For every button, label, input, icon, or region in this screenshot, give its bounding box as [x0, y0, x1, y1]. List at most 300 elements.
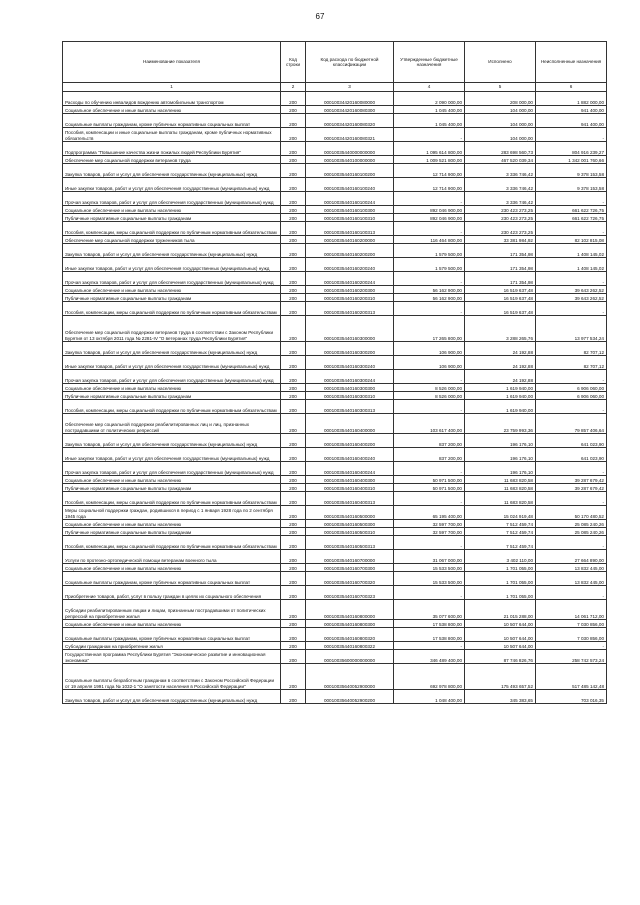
- unexecuted-amount-cell: 82 707,12: [536, 356, 607, 370]
- budget-execution-table: [62, 41, 607, 704]
- unexecuted-amount-cell: -: [536, 462, 607, 476]
- line-code-cell: 200: [281, 342, 306, 356]
- indicator-name-cell: Пособия, компенсации, меры социальной поддержки по публичным нормативным обязательствам: [63, 302, 281, 316]
- approved-amount-cell: 1 009 521 800,00: [394, 156, 465, 164]
- unexecuted-amount-cell: 39 643 262,52: [536, 286, 607, 294]
- unexecuted-amount-cell: -: [536, 272, 607, 286]
- line-code-cell: 200: [281, 462, 306, 476]
- indicator-name-cell: Социальное обеспечение и иные выплаты населению: [63, 206, 281, 214]
- budget-code-cell: 00010035440160800300: [306, 620, 394, 628]
- executed-amount-cell: 230 423 273,25: [465, 214, 536, 222]
- budget-code-cell: 00010035440160200300: [306, 286, 394, 294]
- budget-code-cell: 00010035440160400240: [306, 448, 394, 462]
- table-row: [63, 628, 607, 642]
- indicator-name-cell: Закупка товаров, работ и услуг для обеспечения государственных (муниципальных) нужд: [63, 690, 281, 704]
- indicator-name-cell: Субсидии реабилитированным лицам и лицам, признанным пострадавшими от политических репрессий на приобретение жилья: [63, 600, 281, 620]
- approved-amount-cell: 32 597 700,00: [394, 528, 465, 536]
- budget-code-cell: 00010035440160200000: [306, 236, 394, 244]
- indicator-name-cell: Подпрограмма "Повышение качества жизни пожилых людей Республики Бурятия": [63, 142, 281, 156]
- line-code-cell: 200: [281, 448, 306, 462]
- line-code-cell: 200: [281, 550, 306, 564]
- approved-amount-cell: -: [394, 492, 465, 506]
- executed-amount-cell: 10 507 644,00: [465, 620, 536, 628]
- unexecuted-amount-cell: 9 378 153,58: [536, 164, 607, 178]
- budget-code-cell: 00010034420160080300: [306, 106, 394, 114]
- budget-code-cell: 00010035440160200240: [306, 258, 394, 272]
- budget-code-cell: 00010035440160500000: [306, 506, 394, 520]
- unexecuted-amount-cell: 39 287 679,42: [536, 476, 607, 484]
- line-code-cell: 200: [281, 294, 306, 302]
- line-code-cell: 200: [281, 476, 306, 484]
- table-row: [63, 128, 607, 142]
- unexecuted-amount-cell: 517 485 142,48: [536, 664, 607, 690]
- approved-amount-cell: 837 200,00: [394, 434, 465, 448]
- header-indicator-name: Наименование показателя: [63, 42, 281, 83]
- table-row: [63, 192, 607, 206]
- unexecuted-amount-cell: 27 664 890,00: [536, 550, 607, 564]
- line-code-cell: 200: [281, 142, 306, 156]
- column-number: 5: [465, 83, 536, 92]
- unexecuted-amount-cell: -: [536, 642, 607, 650]
- executed-amount-cell: 16 519 637,48: [465, 294, 536, 302]
- column-number-row: [63, 83, 607, 92]
- approved-amount-cell: 1 045 400,00: [394, 106, 465, 114]
- unexecuted-amount-cell: 25 085 240,26: [536, 528, 607, 536]
- budget-code-cell: 00010035440160300240: [306, 356, 394, 370]
- executed-amount-cell: 171 354,98: [465, 258, 536, 272]
- indicator-name-cell: Иные закупки товаров, работ и услуг для обеспечения государственных (муниципальных) нужд: [63, 448, 281, 462]
- approved-amount-cell: 17 538 800,00: [394, 628, 465, 642]
- line-code-cell: 200: [281, 414, 306, 434]
- executed-amount-cell: 23 759 993,36: [465, 414, 536, 434]
- approved-amount-cell: 692 978 800,00: [394, 664, 465, 690]
- line-code-cell: 200: [281, 620, 306, 628]
- line-code-cell: 200: [281, 106, 306, 114]
- table-row: [63, 236, 607, 244]
- approved-amount-cell: 8 526 000,00: [394, 392, 465, 400]
- budget-code-cell: 00010035440160300000: [306, 316, 394, 342]
- executed-amount-cell: 3 336 746,42: [465, 178, 536, 192]
- unexecuted-amount-cell: 82 102 815,08: [536, 236, 607, 244]
- unexecuted-amount-cell: 14 061 712,00: [536, 600, 607, 620]
- line-code-cell: 200: [281, 492, 306, 506]
- unexecuted-amount-cell: -: [536, 192, 607, 206]
- table-row: [63, 536, 607, 550]
- budget-code-cell: 00010035640052900000: [306, 664, 394, 690]
- table-row: [63, 650, 607, 664]
- executed-amount-cell: 1 701 055,00: [465, 586, 536, 600]
- unexecuted-amount-cell: 6 906 060,00: [536, 392, 607, 400]
- budget-code-cell: 00010035440160300310: [306, 392, 394, 400]
- line-code-cell: 200: [281, 258, 306, 272]
- line-code-cell: 200: [281, 600, 306, 620]
- line-code-cell: 200: [281, 128, 306, 142]
- budget-code-cell: 00010035440160500300: [306, 520, 394, 528]
- table-row: [63, 400, 607, 414]
- table-body: [63, 92, 607, 704]
- table-row: [63, 528, 607, 536]
- table-row: [63, 448, 607, 462]
- indicator-name-cell: Закупка товаров, работ и услуг для обеспечения государственных (муниципальных) нужд: [63, 244, 281, 258]
- unexecuted-amount-cell: 661 622 726,75: [536, 206, 607, 214]
- executed-amount-cell: 33 381 984,92: [465, 236, 536, 244]
- indicator-name-cell: Публичные нормативные социальные выплаты гражданам: [63, 294, 281, 302]
- table-row: [63, 586, 607, 600]
- approved-amount-cell: 892 046 900,00: [394, 206, 465, 214]
- table-row: [63, 484, 607, 492]
- budget-code-cell: 00010035600000000000: [306, 650, 394, 664]
- unexecuted-amount-cell: -: [536, 586, 607, 600]
- executed-amount-cell: 208 000,00: [465, 92, 536, 106]
- header-executed: Исполнено: [465, 42, 536, 83]
- unexecuted-amount-cell: 6 906 060,00: [536, 384, 607, 392]
- indicator-name-cell: Закупка товаров, работ и услуг для обеспечения государственных (муниципальных) нужд: [63, 342, 281, 356]
- executed-amount-cell: 1 619 940,00: [465, 392, 536, 400]
- unexecuted-amount-cell: 641 023,90: [536, 434, 607, 448]
- column-number: 3: [306, 83, 394, 92]
- line-code-cell: 200: [281, 400, 306, 414]
- approved-amount-cell: -: [394, 462, 465, 476]
- indicator-name-cell: Обеспечение мер социальной поддержки реабилитированных лиц и лиц, признанных пострадавшими от политических репрессий: [63, 414, 281, 434]
- table-row: [63, 302, 607, 316]
- indicator-name-cell: Пособия, компенсации, меры социальной поддержки по публичным нормативным обязательствам: [63, 492, 281, 506]
- table-row: [63, 244, 607, 258]
- approved-amount-cell: 17 265 800,00: [394, 316, 465, 342]
- table-row: [63, 642, 607, 650]
- line-code-cell: 200: [281, 506, 306, 520]
- budget-code-cell: 00010035440160200200: [306, 244, 394, 258]
- unexecuted-amount-cell: 1 408 145,02: [536, 244, 607, 258]
- line-code-cell: 200: [281, 484, 306, 492]
- approved-amount-cell: 50 971 500,00: [394, 476, 465, 484]
- approved-amount-cell: 31 067 000,00: [394, 550, 465, 564]
- line-code-cell: 200: [281, 244, 306, 258]
- budget-code-cell: 00010035440160400310: [306, 484, 394, 492]
- approved-amount-cell: 1 045 400,00: [394, 114, 465, 128]
- unexecuted-amount-cell: 7 030 856,00: [536, 620, 607, 628]
- approved-amount-cell: 50 971 500,00: [394, 484, 465, 492]
- table-row: [63, 384, 607, 392]
- table-row: [63, 106, 607, 114]
- unexecuted-amount-cell: 1 882 000,00: [536, 92, 607, 106]
- table-row: [63, 520, 607, 528]
- approved-amount-cell: 1 095 614 800,00: [394, 142, 465, 156]
- executed-amount-cell: 11 683 820,58: [465, 476, 536, 484]
- budget-code-cell: 00010035440160200244: [306, 272, 394, 286]
- indicator-name-cell: Публичные нормативные социальные выплаты гражданам: [63, 484, 281, 492]
- indicator-name-cell: Прочая закупка товаров, работ и услуг для обеспечения государственных (муниципальных) нужд: [63, 192, 281, 206]
- column-number: 1: [63, 83, 281, 92]
- approved-amount-cell: 837 200,00: [394, 448, 465, 462]
- executed-amount-cell: 24 192,88: [465, 356, 536, 370]
- executed-amount-cell: 11 683 820,58: [465, 484, 536, 492]
- executed-amount-cell: 283 698 560,73: [465, 142, 536, 156]
- budget-code-cell: 00010035440160300244: [306, 370, 394, 384]
- unexecuted-amount-cell: 804 916 239,27: [536, 142, 607, 156]
- line-code-cell: 200: [281, 536, 306, 550]
- table-row: [63, 492, 607, 506]
- executed-amount-cell: 230 423 273,25: [465, 222, 536, 236]
- budget-code-cell: 00010035440160100200: [306, 164, 394, 178]
- approved-amount-cell: -: [394, 222, 465, 236]
- executed-amount-cell: 3 402 110,00: [465, 550, 536, 564]
- table-row: [63, 356, 607, 370]
- unexecuted-amount-cell: 13 977 534,24: [536, 316, 607, 342]
- executed-amount-cell: 1 619 940,00: [465, 400, 536, 414]
- executed-amount-cell: 1 701 055,00: [465, 564, 536, 572]
- indicator-name-cell: Иные закупки товаров, работ и услуг для обеспечения государственных (муниципальных) нужд: [63, 258, 281, 272]
- budget-code-cell: 00010035440160300200: [306, 342, 394, 356]
- line-code-cell: 200: [281, 572, 306, 586]
- approved-amount-cell: 15 533 500,00: [394, 572, 465, 586]
- budget-code-cell: 00010035440160800320: [306, 628, 394, 642]
- executed-amount-cell: 196 176,10: [465, 448, 536, 462]
- unexecuted-amount-cell: 82 707,12: [536, 342, 607, 356]
- unexecuted-amount-cell: 9 378 153,58: [536, 178, 607, 192]
- table-row: [63, 414, 607, 434]
- table-row: [63, 564, 607, 572]
- indicator-name-cell: Обеспечение мер социальной поддержки труженников тыла: [63, 236, 281, 244]
- line-code-cell: 200: [281, 272, 306, 286]
- approved-amount-cell: 2 090 000,00: [394, 92, 465, 106]
- executed-amount-cell: 345 383,65: [465, 690, 536, 704]
- line-code-cell: 200: [281, 206, 306, 214]
- table-row: [63, 164, 607, 178]
- executed-amount-cell: 10 507 644,00: [465, 642, 536, 650]
- indicator-name-cell: Иные закупки товаров, работ и услуг для обеспечения государственных (муниципальных) нужд: [63, 178, 281, 192]
- indicator-name-cell: Закупка товаров, работ и услуг для обеспечения государственных (муниципальных) нужд: [63, 164, 281, 178]
- line-code-cell: 200: [281, 192, 306, 206]
- budget-code-cell: 00010035440160800322: [306, 642, 394, 650]
- header-budget-code: Код расхода по бюджетной классификации: [306, 42, 394, 83]
- indicator-name-cell: Расходы по обучению инвалидов вождению автомобильным транспортом: [63, 92, 281, 106]
- executed-amount-cell: 15 024 919,48: [465, 506, 536, 520]
- executed-amount-cell: 104 000,00: [465, 128, 536, 142]
- line-code-cell: 200: [281, 236, 306, 244]
- indicator-name-cell: Пособия, компенсации, меры социальной поддержки по публичным нормативным обязательствам: [63, 400, 281, 414]
- executed-amount-cell: 11 683 820,58: [465, 492, 536, 506]
- line-code-cell: 200: [281, 214, 306, 222]
- line-code-cell: 200: [281, 370, 306, 384]
- unexecuted-amount-cell: 7 030 856,00: [536, 628, 607, 642]
- budget-code-cell: 00010034420160080321: [306, 128, 394, 142]
- approved-amount-cell: 12 714 900,00: [394, 178, 465, 192]
- indicator-name-cell: Социальные выплаты гражданам, кроме публичных нормативных социальных выплат: [63, 628, 281, 642]
- indicator-name-cell: Прочая закупка товаров, работ и услуг для обеспечения государственных (муниципальных) нужд: [63, 272, 281, 286]
- line-code-cell: 200: [281, 114, 306, 128]
- table-row: [63, 664, 607, 690]
- line-code-cell: 200: [281, 392, 306, 400]
- table-row: [63, 156, 607, 164]
- approved-amount-cell: -: [394, 642, 465, 650]
- table-row: [63, 434, 607, 448]
- line-code-cell: 200: [281, 356, 306, 370]
- budget-code-cell: 00010034420160080320: [306, 114, 394, 128]
- approved-amount-cell: 106 900,00: [394, 342, 465, 356]
- unexecuted-amount-cell: 13 832 445,00: [536, 572, 607, 586]
- executed-amount-cell: 230 423 273,25: [465, 206, 536, 214]
- table-row: [63, 222, 607, 236]
- unexecuted-amount-cell: 39 287 679,42: [536, 484, 607, 492]
- executed-amount-cell: 10 507 644,00: [465, 628, 536, 642]
- executed-amount-cell: 16 519 637,48: [465, 302, 536, 316]
- executed-amount-cell: 467 520 039,34: [465, 156, 536, 164]
- indicator-name-cell: Прочая закупка товаров, работ и услуг для обеспечения государственных (муниципальных) нужд: [63, 370, 281, 384]
- budget-code-cell: 00010035440160700320: [306, 572, 394, 586]
- header-line-code: Код строки: [281, 42, 306, 83]
- budget-code-cell: 00010035440160200310: [306, 294, 394, 302]
- line-code-cell: 200: [281, 156, 306, 164]
- indicator-name-cell: Социальное обеспечение и иные выплаты населению: [63, 620, 281, 628]
- indicator-name-cell: Закупка товаров, работ и услуг для обеспечения государственных (муниципальных) нужд: [63, 434, 281, 448]
- table-row: [63, 142, 607, 156]
- budget-code-cell: 00010035440160400313: [306, 492, 394, 506]
- indicator-name-cell: Социальное обеспечение и иные выплаты населению: [63, 384, 281, 392]
- budget-code-cell: 00010035440160100313: [306, 222, 394, 236]
- approved-amount-cell: -: [394, 536, 465, 550]
- table-row: [63, 620, 607, 628]
- line-code-cell: 200: [281, 434, 306, 448]
- budget-code-cell: 00010035440160700323: [306, 586, 394, 600]
- indicator-name-cell: Социальные выплаты безработным гражданам в соответствии с Законом Российской Федерации от 19 апреля 1991 года № 1032-1 "О занятости населения в Российской Федерации": [63, 664, 281, 690]
- table-row: [63, 178, 607, 192]
- line-code-cell: 200: [281, 528, 306, 536]
- line-code-cell: 200: [281, 520, 306, 528]
- executed-amount-cell: 104 000,00: [465, 114, 536, 128]
- line-code-cell: 200: [281, 586, 306, 600]
- approved-amount-cell: -: [394, 400, 465, 414]
- header-approved: Утвержденные бюджетные назначения: [394, 42, 465, 83]
- indicator-name-cell: Прочая закупка товаров, работ и услуг для обеспечения государственных (муниципальных) нужд: [63, 462, 281, 476]
- page-number: 67: [315, 12, 325, 21]
- approved-amount-cell: -: [394, 128, 465, 142]
- unexecuted-amount-cell: -: [536, 302, 607, 316]
- approved-amount-cell: 892 046 900,00: [394, 214, 465, 222]
- unexecuted-amount-cell: 13 832 445,00: [536, 564, 607, 572]
- unexecuted-amount-cell: 39 643 262,52: [536, 294, 607, 302]
- unexecuted-amount-cell: 661 622 726,75: [536, 214, 607, 222]
- table-row: [63, 286, 607, 294]
- line-code-cell: 200: [281, 316, 306, 342]
- indicator-name-cell: Пособия, компенсации, меры социальной поддержки по публичным нормативным обязательствам: [63, 536, 281, 550]
- unexecuted-amount-cell: 258 742 573,24: [536, 650, 607, 664]
- line-code-cell: 200: [281, 178, 306, 192]
- indicator-name-cell: Социальное обеспечение и иные выплаты населению: [63, 564, 281, 572]
- line-code-cell: 200: [281, 690, 306, 704]
- executed-amount-cell: 7 512 459,74: [465, 536, 536, 550]
- executed-amount-cell: 7 512 459,74: [465, 528, 536, 536]
- line-code-cell: 200: [281, 628, 306, 642]
- approved-amount-cell: 346 489 400,00: [394, 650, 465, 664]
- budget-code-cell: 00010035440160100310: [306, 214, 394, 222]
- column-number: 6: [536, 83, 607, 92]
- indicator-name-cell: Обеспечение мер социальной поддержки ветеранов труда: [63, 156, 281, 164]
- unexecuted-amount-cell: 703 016,35: [536, 690, 607, 704]
- line-code-cell: 200: [281, 642, 306, 650]
- unexecuted-amount-cell: -: [536, 492, 607, 506]
- unexecuted-amount-cell: 25 085 240,26: [536, 520, 607, 528]
- table-row: [63, 462, 607, 476]
- unexecuted-amount-cell: 1 342 001 760,66: [536, 156, 607, 164]
- table-row: [63, 114, 607, 128]
- indicator-name-cell: Меры социальной поддержки граждан, родившихся в период с 1 января 1928 года по 2 сентября 1945 года: [63, 506, 281, 520]
- executed-amount-cell: 87 746 826,76: [465, 650, 536, 664]
- approved-amount-cell: -: [394, 192, 465, 206]
- approved-amount-cell: 1 579 500,00: [394, 258, 465, 272]
- table-row: [63, 550, 607, 564]
- table-row: [63, 690, 607, 704]
- indicator-name-cell: Субсидии гражданам на приобретение жилья: [63, 642, 281, 650]
- approved-amount-cell: 116 464 800,00: [394, 236, 465, 244]
- indicator-name-cell: Публичные нормативные социальные выплаты гражданам: [63, 392, 281, 400]
- budget-code-cell: 00010035440160500313: [306, 536, 394, 550]
- unexecuted-amount-cell: 1 408 145,02: [536, 258, 607, 272]
- table-row: [63, 572, 607, 586]
- budget-code-cell: 00010035440160300300: [306, 384, 394, 392]
- budget-code-cell: 00010035440160800000: [306, 600, 394, 620]
- approved-amount-cell: 17 538 800,00: [394, 620, 465, 628]
- indicator-name-cell: Социальное обеспечение и иные выплаты населению: [63, 520, 281, 528]
- executed-amount-cell: 104 000,00: [465, 106, 536, 114]
- budget-code-cell: 00010035440160700300: [306, 564, 394, 572]
- executed-amount-cell: 16 519 637,48: [465, 286, 536, 294]
- indicator-name-cell: Пособия, компенсации и иные социальные выплаты гражданам, кроме публичных нормативных обязательств: [63, 128, 281, 142]
- unexecuted-amount-cell: 941 400,00: [536, 114, 607, 128]
- unexecuted-amount-cell: 641 023,90: [536, 448, 607, 462]
- indicator-name-cell: Публичные нормативные социальные выплаты гражданам: [63, 214, 281, 222]
- approved-amount-cell: 15 533 500,00: [394, 564, 465, 572]
- approved-amount-cell: 1 048 400,00: [394, 690, 465, 704]
- table-row: [63, 258, 607, 272]
- header-row: [63, 42, 607, 83]
- indicator-name-cell: Публичные нормативные социальные выплаты гражданам: [63, 528, 281, 536]
- budget-code-cell: 00010035440160300313: [306, 400, 394, 414]
- line-code-cell: 200: [281, 564, 306, 572]
- executed-amount-cell: 7 512 459,74: [465, 520, 536, 528]
- unexecuted-amount-cell: -: [536, 400, 607, 414]
- approved-amount-cell: 8 526 000,00: [394, 384, 465, 392]
- unexecuted-amount-cell: -: [536, 370, 607, 384]
- column-number: 2: [281, 83, 306, 92]
- table-row: [63, 506, 607, 520]
- indicator-name-cell: Услуги по протезно-ортопедической помощи ветеранам военного тыла: [63, 550, 281, 564]
- approved-amount-cell: 12 714 900,00: [394, 164, 465, 178]
- indicator-name-cell: Обеспечение мер социальной поддержки ветеранов труда в соответствии с Законом Республики Бурятия от 13 октября 2011 года № 2281-IV "О ветеранах труда Республики Бурятия": [63, 316, 281, 342]
- executed-amount-cell: 24 192,88: [465, 370, 536, 384]
- table-row: [63, 476, 607, 484]
- executed-amount-cell: 196 176,10: [465, 434, 536, 448]
- unexecuted-amount-cell: -: [536, 536, 607, 550]
- line-code-cell: 200: [281, 164, 306, 178]
- budget-code-cell: 00010035440100000000: [306, 156, 394, 164]
- approved-amount-cell: 103 617 400,00: [394, 414, 465, 434]
- budget-code-cell: 00010034420160080000: [306, 92, 394, 106]
- approved-amount-cell: 106 900,00: [394, 356, 465, 370]
- indicator-name-cell: Иные закупки товаров, работ и услуг для обеспечения государственных (муниципальных) нужд: [63, 356, 281, 370]
- indicator-name-cell: Социальное обеспечение и иные выплаты населению: [63, 476, 281, 484]
- line-code-cell: 200: [281, 384, 306, 392]
- approved-amount-cell: 56 162 900,00: [394, 286, 465, 294]
- line-code-cell: 200: [281, 664, 306, 690]
- approved-amount-cell: -: [394, 272, 465, 286]
- approved-amount-cell: -: [394, 302, 465, 316]
- executed-amount-cell: 171 354,98: [465, 272, 536, 286]
- indicator-name-cell: Социальное обеспечение и иные выплаты населению: [63, 286, 281, 294]
- unexecuted-amount-cell: -: [536, 128, 607, 142]
- line-code-cell: 200: [281, 650, 306, 664]
- executed-amount-cell: 21 015 288,00: [465, 600, 536, 620]
- unexecuted-amount-cell: 941 400,00: [536, 106, 607, 114]
